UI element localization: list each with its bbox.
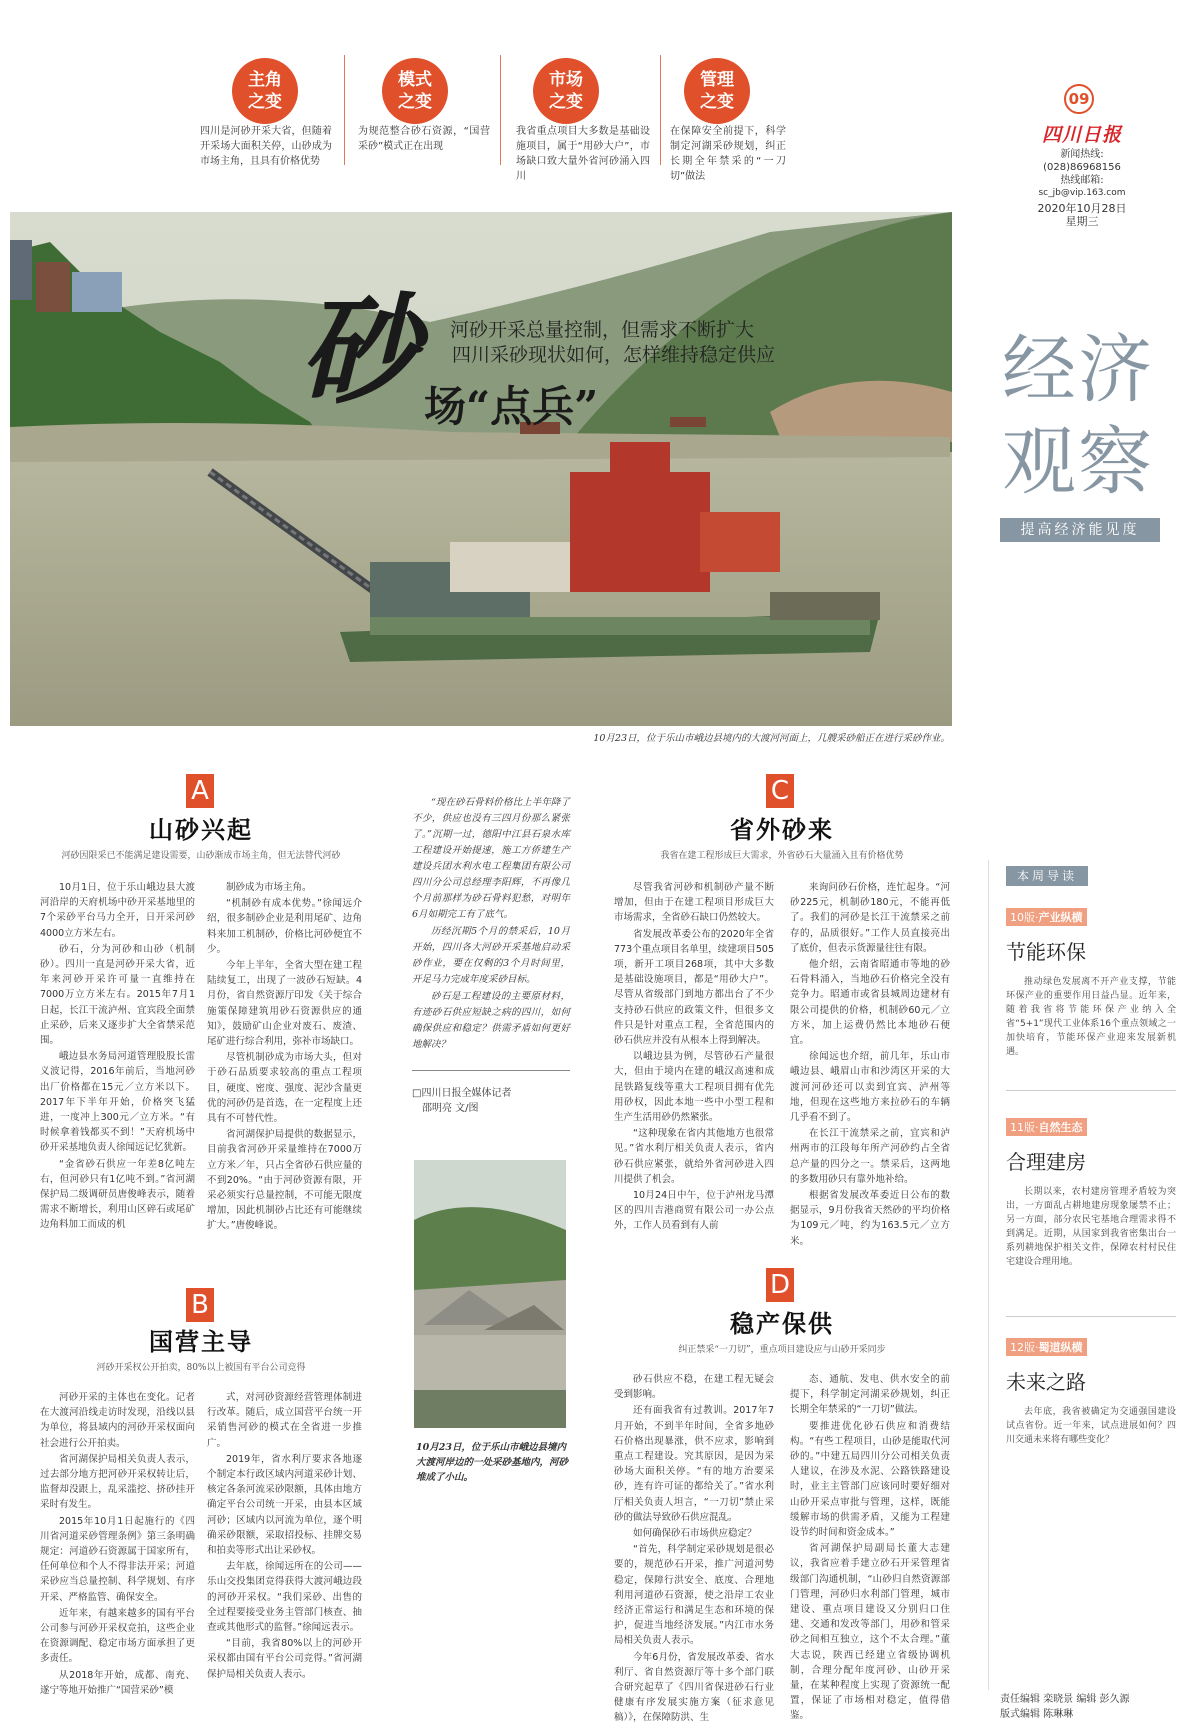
hero-photo-illustration xyxy=(10,212,952,726)
photo-caption-2: 10月23日，位于乐山市峨边县境内大渡河岸边的一处采砂基地内，河砂堆成了小山。 xyxy=(416,1442,569,1483)
sidebar-sep xyxy=(1006,1090,1176,1091)
article-b-col-2: 式，对河砂资源经营管理体制进行改革。随后，成立国营平台统一开采销售河砂的模式在全省进一步推广。 2019年，省水利厅要求各地逐个制定本行政区域内河道采砂计划、核定各条河流采砂限额，具体由地方确定平台公司统一开采，由县本区域河砂；区域内以河流为单位，逐个明确采砂限额，采取招投标、挂牌交易和拍卖等形式出让采砂权。 去年底，徐闻远所在的公司——乐山交投集团竞得获得大渡河峨边段的河砂开采权。“我们采砂、出售的全过程要接受业务主管部门核查、抽查或其他形式的监督。”徐闻远表示。 “目前，我省80%以上的河砂开采权都由国有平台公司竞得。”省河湖保护局相关负责人表示。 xyxy=(207,1392,362,1680)
sidebar-item-title: 合理建房 xyxy=(1006,1150,1086,1174)
header-badge-4: 管理 之变 xyxy=(684,58,750,124)
hotline: 新闻热线: (028)86968156 热线邮箱: sc_jb@vip.163.com 2020年10月28日 星期三 xyxy=(1037,149,1127,228)
hero-deck-2: 四川采砂现状如何，怎样维持稳定供应 xyxy=(452,344,776,366)
hero-photo xyxy=(10,212,952,726)
article-c-col-1: 尽管我省河砂和机制砂产量不断增加，但由于在建工程项目形成巨大市场需求，全省砂石缺口仍然较大。 省发展改革委公布的2020年全省773个重点项目名单里，续建项目505项，新开工项目268项，其中大多数是基础设施项目，都是“用砂大户”。尽管从省级部门到地方都出台了不少支持砂石供应的政策文件，但很多文件只是针对重点工程，全省范围内的砂石供应并没有从根本上得到解决。 以峨边县为例，尽管砂石产量很大，但由于境内在建的峨汉高速和成昆铁路复线等重大工程项目拥有优先用砂权，因此本地一些中小型工程和生产生活用砂仍然紧张。 “这种现象在省内其他地方也很常见。”省水利厅相关负责人表示，省内砂石供应紧张，就给外省河砂进入四川提供了机会。 10月24日中午，位于泸州龙马潭区的四川吉港商贸有限公司一办公点外，工作人员看到有人前 xyxy=(614,882,774,1232)
article-lead: “现在砂石骨料价格比上半年降了不少，供应也没有三四月份那么紧张了。”沉期一过，德阳中江县石泉水库工程建设开始提速，施工方侨建生产建设兵团水利水电工程集团有限公司四川分公司总经理李阳辉，不再像几个月前那样为砂石骨料犯愁，对明年6月如期完工有了底气。 历经沉期5个月的禁采后，10月开始，四川各大河砂开采基地启动采砂作业，要在仅剩的3个月时间里，开足马力完成年度采砂目标。 砂石是工程建设的主要原材料，有迹砂石供应短缺之病的四川，如何确保供应和稳定？供需矛盾如何更好地解决？ xyxy=(412,797,570,1050)
section-c-title: 省外砂来 xyxy=(730,815,834,844)
header-divider xyxy=(660,55,661,165)
page-number: 09 xyxy=(1064,84,1094,114)
sand-pile-illustration xyxy=(414,1160,566,1428)
sidebar-item-title: 节能环保 xyxy=(1006,940,1086,964)
sidebar-item[interactable]: 12版·蜀道纵横 未来之路 去年底，我省被确定为交通强国建设试点省份。近一年来，试点进展如何？四川交通未来将有哪些变化？ xyxy=(1006,1336,1176,1447)
sand-pile-photo xyxy=(414,1160,566,1428)
header-badge-2: 模式 之变 xyxy=(382,58,448,124)
header-badge-3: 市场 之变 xyxy=(533,58,599,124)
hero-big-char: 砂 xyxy=(300,280,419,419)
header-summary-4: 在保障安全前提下，科学制定河湖采砂规划，纠正长期全年禁采的“一刀切”做法 xyxy=(670,126,786,182)
column-title: 经济 观察 xyxy=(1002,327,1154,505)
lead-divider xyxy=(412,1070,570,1071)
header-summary-3: 我省重点项目大多数是基础设施项目，属于“用砂大户”，市场缺口致大量外省河砂涌入四川 xyxy=(516,126,650,182)
article-a-col-1: 10月1日，位于乐山峨边县大渡河沿岸的天府机场中砂开采基地里的7个采砂平台马力全开，日开采河砂4000立方米左右。 砂石，分为河砂和山砂（机制砂）。四川一直是河砂开采大省，近年来河砂开采许可量一直维持在7000万立方米左右。2015年7月1日起，长江干流泸州、宜宾段全面禁止采砂，后来又逐步扩大全省禁采范围。 峨边县水务局河道管理股股长雷义波记得，2016年前后，当地河砂出厂价格都在15元／立方米以下。2017年下半年开始，价格突飞猛进，一度冲上300元／立方米。“有时候拿着钱都买不到！”天府机场中砂开采基地负责人徐闻远记忆犹新。 “金省砂石供应一年差8亿吨左右，但河砂只有1亿吨不到。”省河湖保护局二级调研员唐俊峰表示，随着需求不断增长，利用山区碎石或尾矿边角料加工而成的机 xyxy=(40,882,195,1231)
header-divider xyxy=(344,55,345,165)
header-summary-1: 四川是河砂开采大省，但随着开采场大面积关停，山砂成为市场主角，且具有价格优势 xyxy=(200,126,332,167)
hero-title: 场“点兵” xyxy=(424,382,599,431)
section-a-subtitle: 河砂因限采已不能满足建设需要，山砂渐成市场主角，但无法替代河砂 xyxy=(61,851,341,861)
article-a-col-2: 制砂成为市场主角。 “机制砂有成本优势。”徐闻远介绍，很多制砂企业是利用尾矿、边角料来加工机制砂，价格比河砂便宜不少。 今年上半年，全省大型在建工程陆续复工，出现了一波砂石短缺。4月份，省自然资源厅印发《关于综合施策保障建筑用砂石资源供应的通知》，鼓励矿山企业对废石、废渣、尾矿进行综合利用，弥补市场缺口。 尽管机制砂成为市场大头，但对于砂石品质要求较高的重点工程项目，硬度、密度、强度、泥沙含量更优的河砂仍是首选，在一定程度上还具有不可替代性。 省河湖保护局提供的数据显示，目前我省河砂开采量维持在7000万立方米／年，只占全省砂石供应量的不到20%。“由于河砂资源有限，开采必须实行总量控制，不可能无限度增加，因此机制砂占比还有可能继续扩大。”唐俊峰说。 xyxy=(207,882,362,1232)
article-c-col-2: 来询问砂石价格，连忙起身。“河砂225元，机制砂180元，不能再低了。我们的河砂是长江干流禁采之前存的，品质很好。”工作人员直接亮出了底价，但表示货源量往往有限。 他介绍，云南省昭通市等地的砂石骨料涌入，当地砂石价格完全没有竞争力。昭通市或省县城周边建材有限公司提供的价格，机制砂60元／立方米，加上运费仍然比本地砂石便宜。 徐闻远也介绍，前几年，乐山市峨边县、峨眉山市和沙湾区开采的大渡河河砂还可以卖到宜宾、泸州等地，但现在这些地方来拉砂石的车辆几乎看不到了。 在长江干流禁采之前，宜宾和泸州两市的江段每年所产河砂约占全省总产量的四分之一。禁采后，这两地的多数用砂只有靠外地补给。 根据省发展改革委近日公布的数据显示，9月份我省天然砂的平均价格为109元／吨，约为163.5元／立方米。 xyxy=(790,882,950,1247)
header-badge-1: 主角 之变 xyxy=(232,58,298,124)
section-d-title: 稳产保供 xyxy=(730,1309,834,1338)
header-divider xyxy=(500,55,501,165)
article-d-col-2: 态、通航、发电、供水安全的前提下，科学制定河湖采砂规划，纠正长期全年禁采的“一刀切”做法。 要推进优化砂石供应和消费结构。“有些工程项目，山砂是能取代河砂的。”中建五局四川分公司相关负责人建议，在涉及水泥、公路铁路建设时，业主主管部门应该同时要好细对山砂开采点审批与管理，这样，既能缓解市场的供需矛盾，又能为工程建设节约时间和资金成本。” 省河湖保护局副局长董大志建议，我省应着手建立砂石开采管理省级部门沟通机制，“山砂归自然资源部门管理，河砂归水利部门管理，城市建设、重点项目建设又分别归口住建、交通和发改等部门，用砂和管采砂之间相互独立，这个不太合理。”董大志说，陕西已经建立省级协调机制，合理分配年度河砂、山砂开采量，在某种程度上实现了资源统一配置，保证了市场相对稳定，值得借鉴。 xyxy=(790,1374,950,1722)
sidebar-item-text: 去年底，我省被确定为交通强国建设试点省份。近一年来，试点进展如何？四川交通未来将有哪些变化？ xyxy=(1006,1407,1176,1445)
sidebar-item-title: 未来之路 xyxy=(1006,1370,1086,1394)
section-a-title: 山砂兴起 xyxy=(149,815,253,844)
section-b-letter: B xyxy=(186,1288,214,1322)
hero-caption: 10月23日，位于乐山市峨边县境内的大渡河河面上，几艘采砂船正在进行采砂作业。 xyxy=(593,733,950,744)
sidebar-divider xyxy=(988,860,989,1690)
sidebar-sep xyxy=(1006,1316,1176,1317)
section-c-letter: C xyxy=(766,774,794,808)
section-b-title: 国营主导 xyxy=(149,1327,253,1356)
section-d-subtitle: 纠正禁采“一刀切”，重点项目建设应与山砂开采同步 xyxy=(678,1345,886,1355)
section-d-letter: D xyxy=(766,1268,794,1302)
article-b-col-1: 河砂开采的主体也在变化。记者在大渡河沿线走访时发现，沿线以县为单位，将县域内的河砂开采权面向社会进行公开拍卖。 省河湖保护局相关负责人表示，过去部分地方把河砂开采权转让后，监督却没跟上，乱采滥挖、挤砂挂开采时有发生。 2015年10月1日起施行的《四川省河道采砂管理条例》第三条明确规定：河道砂石资源属于国家所有，任何单位和个人不得非法开采；河道采砂应当总量控制、科学规划、有序开采、严格监管、确保安全。 近年来，有越来越多的国有平台公司参与河砂开采权竞拍，这些企业在资源调配、稳定市场方面承担了更多责任。 从2018年开始，成都、南充、遂宁等地开始推广“国营采砂”模 xyxy=(40,1392,195,1696)
article-d-col-1: 砂石供应不稳，在建工程无疑会受到影响。 还有面我省有过教训。2017年7月开始，不到半年时间，全省多地砂石价格出现暴涨，供不应求，影响到重点工程建设。究其原因，是因为采砂场大面积关停。“有的地方治要采砂，连有许可证的都给关了。”省水利厅相关负责人坦言，“一刀切”禁止采砂的做法导致砂石供应混乱。 如何确保砂石市场供应稳定？ “首先，科学制定采砂规划是很必要的，规范砂石开采，推广河道河势稳定，保障行洪安全、底度、合理地利用河道砂石资源，使之沿岸工农业经济正常运行和满足生态和环境的保护，促进当地经济发展。”内江市水务局相关负责人表示。 今年6月份，省发展改革委、省水利厅、省自然资源厅等十多个部门联合研究起草了《四川省保进砂石行业健康有序发展实施方案（征求意见稿）》，在保障防洪、生 xyxy=(614,1374,774,1724)
sidebar-item[interactable]: 11版·自然生态 合理建房 长期以来，农村建房管理矛盾较为突出，一方面乱占耕地建房现象屡禁不止；另一方面，部分农民宅基地合理需求得不到满足。近期，从国家到我省密集出台一系列耕地保护相关文件，保障农村村民住宅建设合理用地。 xyxy=(1006,1116,1176,1269)
byline: □四川日报全媒体记者 邵明亮 文/图 xyxy=(412,1088,512,1114)
section-b-subtitle: 河砂开采权公开拍卖，80%以上被国有平台公司竞得 xyxy=(96,1363,306,1373)
header-summary-2: 为规范整合砂石资源，“国营采砂”模式正在出现 xyxy=(358,126,490,152)
sidebar-item[interactable]: 10版·产业纵横 节能环保 推动绿色发展离不开产业支撑，节能环保产业的重要作用日益凸显。近年来，随着我省将节能环保产业纳入全省“5+1”现代工业体系16个重点领域之一加快培育，节能环保产业迎来发展新机遇。 xyxy=(1006,906,1176,1059)
editor-credits: 责任编辑 栾晓景 编辑 彭久源 版式编辑 陈琳琳 xyxy=(1000,1694,1130,1720)
section-a-letter: A xyxy=(186,774,214,808)
sidebar-label: 本周导读 xyxy=(1006,866,1088,886)
paper-logo: 四川日报 xyxy=(1041,124,1122,146)
column-slogan: 提高经济能见度 xyxy=(1000,518,1160,542)
sidebar-item-text: 推动绿色发展离不开产业支撑，节能环保产业的重要作用日益凸显。近年来，随着我省将节能环保产业纳入全省“5+1”现代工业体系16个重点领域之一加快培育，节能环保产业迎来发展新机遇。 xyxy=(1006,977,1176,1057)
header xyxy=(0,0,1200,228)
section-c-subtitle: 我省在建工程形成巨大需求，外省砂石大量涌入且有价格优势 xyxy=(660,851,904,861)
sidebar-item-text: 长期以来，农村建房管理矛盾较为突出，一方面乱占耕地建房现象屡禁不止；另一方面，部分农民宅基地合理需求得不到满足。近期，从国家到我省密集出台一系列耕地保护相关文件，保障农村村民住宅建设合理用地。 xyxy=(1006,1187,1176,1267)
hero-deck-1: 河砂开采总量控制，但需求不断扩大 xyxy=(450,319,755,341)
